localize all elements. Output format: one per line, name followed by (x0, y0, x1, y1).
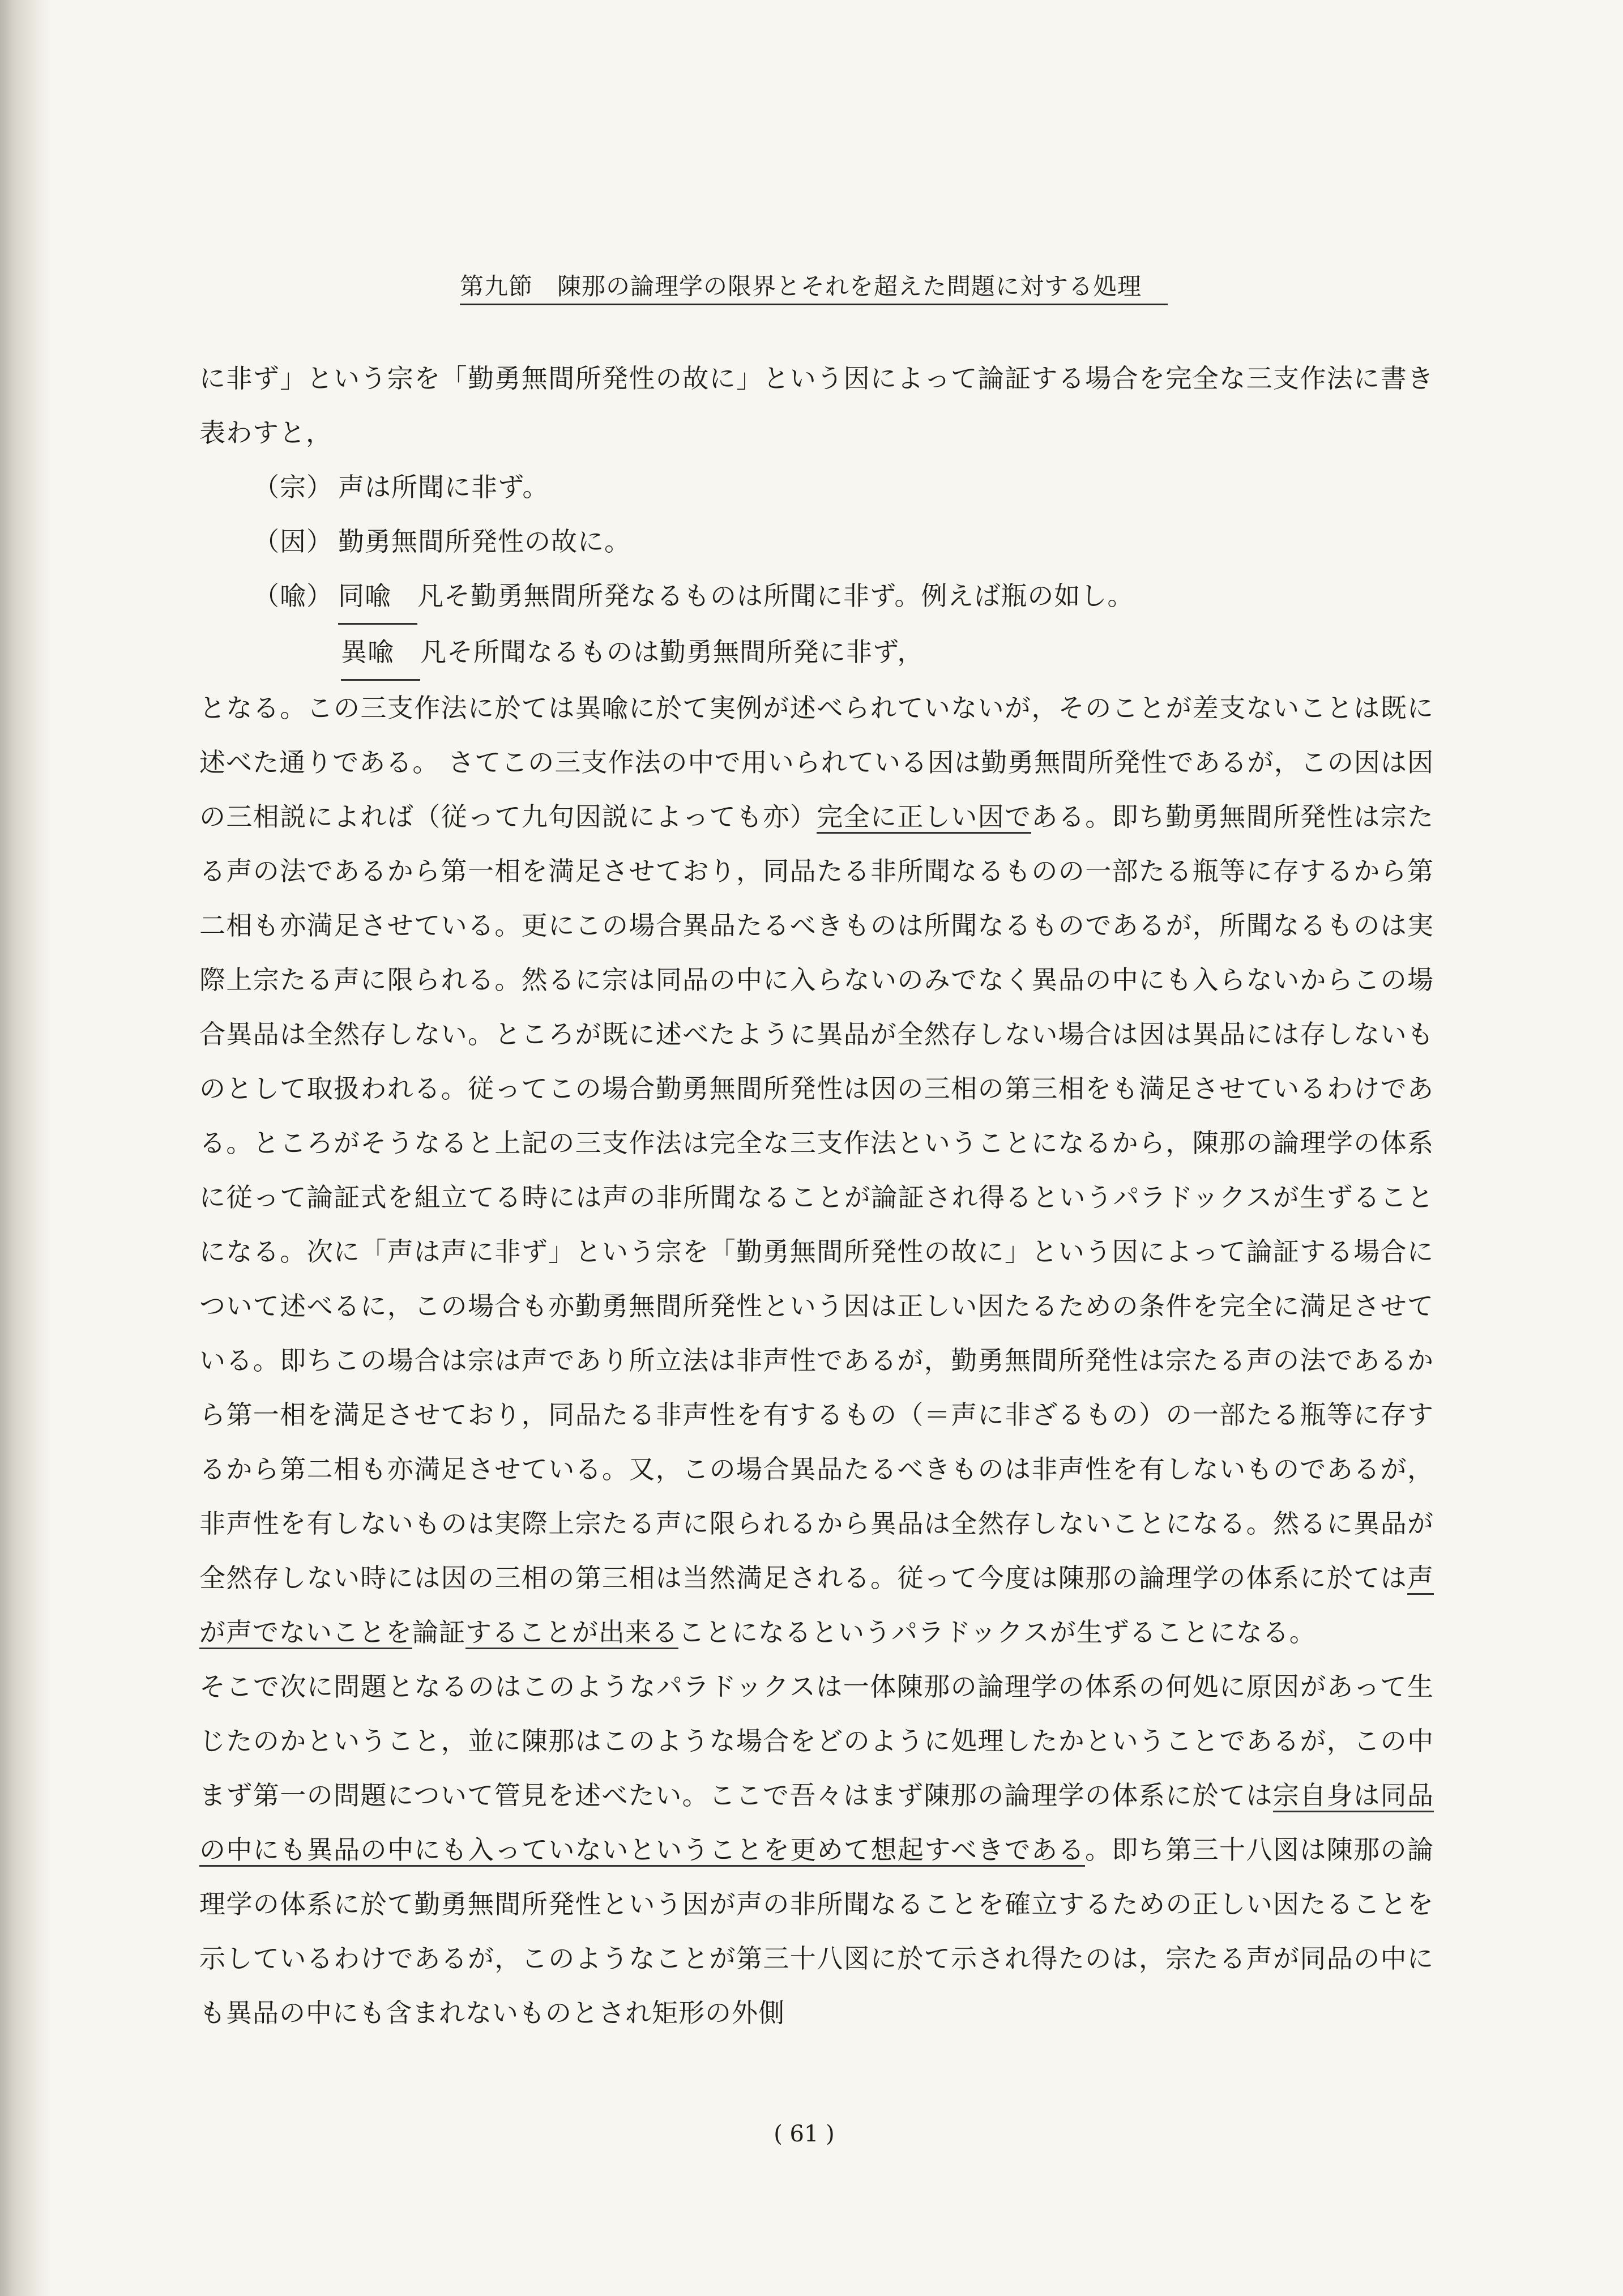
thesis-label: （宗） (253, 472, 333, 502)
reason-line (199, 514, 1434, 569)
negative-example-text: 凡そ所聞なるものは勤勇無間所発に非ず， (420, 637, 924, 667)
paragraph-3-part-b: 。即ち第三十八図は陳那の論理学の体系に於て勤勇無間所発性という因が声の非所聞なることを確立するための正しい因たることを示しているわけであるが，このようなことが第三十八図に於て示され得たのは，宗たる声が同品の中にも異品の中にも含まれないものとされ矩形の外側 (199, 1834, 1434, 2028)
thesis-line (199, 460, 1434, 514)
positive-example-text: 凡そ勤勇無間所発なるものは所聞に非ず。例えば瓶の如し。 (417, 581, 1134, 611)
body-text (199, 351, 1434, 2040)
example-label: （喩） (253, 581, 333, 611)
underlined-phrase-sound-not-sound: 声が声でないことを (199, 1563, 1434, 1649)
paragraph-2-part-b: ある。即ち勤勇無間所発性は宗たる声の法であるから第一相を満足させており，同品たる非所聞なるものの一部たる瓶等に存するから第二相も亦満足させている。更にこの場合異品たるべきものは所聞なるものであるが，所聞なるものは実際上宗たる声に限られる。然るに宗は同品の中に入らないのみでなく異品の中にも入らないからこの場合異品は全然存しない。ところが既に述べたように異品が全然存しない場合は因は異品には存しないものとして取扱われる。従ってこの場合勤勇無間所発性は因の三相の第三相をも満足させているわけである。ところがそうなると上記の三支作法は完全な三支作法ということになるから，陳那の論理学の体系に従って論証式を組立てる時には声の非所聞なることが論証され得るというパラドックスが生ずることになる。次に「声は声に非ず」という宗を「勤勇無間所発性の故に」という因によって論証する場合について述べるに，この場合も亦勤勇無間所発性という因は正しい因たるための条件を完全に満足させている。即ちこの場合は宗は声であり所立法は非声性であるが，勤勇無間所発性は宗たる声の法であるから第一相を満足させており，同品たる非声性を有するもの（＝声に非ざるもの）の一部たる瓶等に存するから第二相も亦満足させている。又，この場合異品たるべきものは非声性を有しないものであるが，非声性を有しないものは実際上宗たる声に限られるから異品は全然存しないことになる。然るに異品が全然存しない時には因の三相の第三相は当然満足される。従って今度は陳那の論理学の体系に於ては (199, 801, 1434, 1593)
reason-label: （因） (253, 526, 333, 557)
running-header: 第九節 陳那の論理学の限界とそれを超えた問題に対する処理 (460, 271, 1168, 305)
paragraph-2-part-d: ことになるというパラドックスが生ずることになる。 (678, 1617, 1316, 1648)
underlined-phrase-recall: 宗自身は同品の中にも異品の中にも入っていないということを更めて想起すべきである (199, 1780, 1434, 1867)
paragraph-2-part-a: となる。この三支作法に於ては異喩に於て実例が述べられていないが，そのことが差支ないことは既に述べた通りである。 さてこの三支作法の中で用いられている因は勤勇無間所発性であるが，この因は因の三相説によれば（従って九句因説によっても亦） (199, 693, 1434, 832)
positive-example-label: 同喩 (338, 569, 417, 625)
paragraph-2-part-c: 論証 (412, 1617, 465, 1648)
thesis-text: 声は所聞に非ず。 (338, 472, 549, 502)
example-line (199, 569, 1434, 625)
negative-example-line (199, 625, 1434, 681)
paragraph-3-part-a: そこで次に問題となるのはこのようなパラドックスは一体陳那の論理学の体系の何処に原因があって生じたのかということ，並に陳那はこのような場合をどのように処理したかということであるが，この中まず第一の問題について管見を述べたい。ここで吾々はまず陳那の論理学の体系に於ては (199, 1671, 1434, 1811)
paragraph-2 (199, 681, 1434, 1659)
paragraph-1: に非ず」という宗を「勤勇無間所発性の故に」という因によって論証する場合を完全な三支作法に書き表わすと， (199, 363, 1434, 448)
paragraph-3 (199, 1659, 1434, 2040)
negative-example-label: 異喩 (341, 625, 420, 681)
underlined-phrase-correct-reason: 完全に正しい因で (817, 801, 1031, 834)
page-number: ( 61 ) (774, 2121, 835, 2147)
reason-text: 勤勇無間所発性の故に。 (338, 526, 631, 557)
underlined-phrase-can-prove: することが出来る (465, 1617, 678, 1649)
